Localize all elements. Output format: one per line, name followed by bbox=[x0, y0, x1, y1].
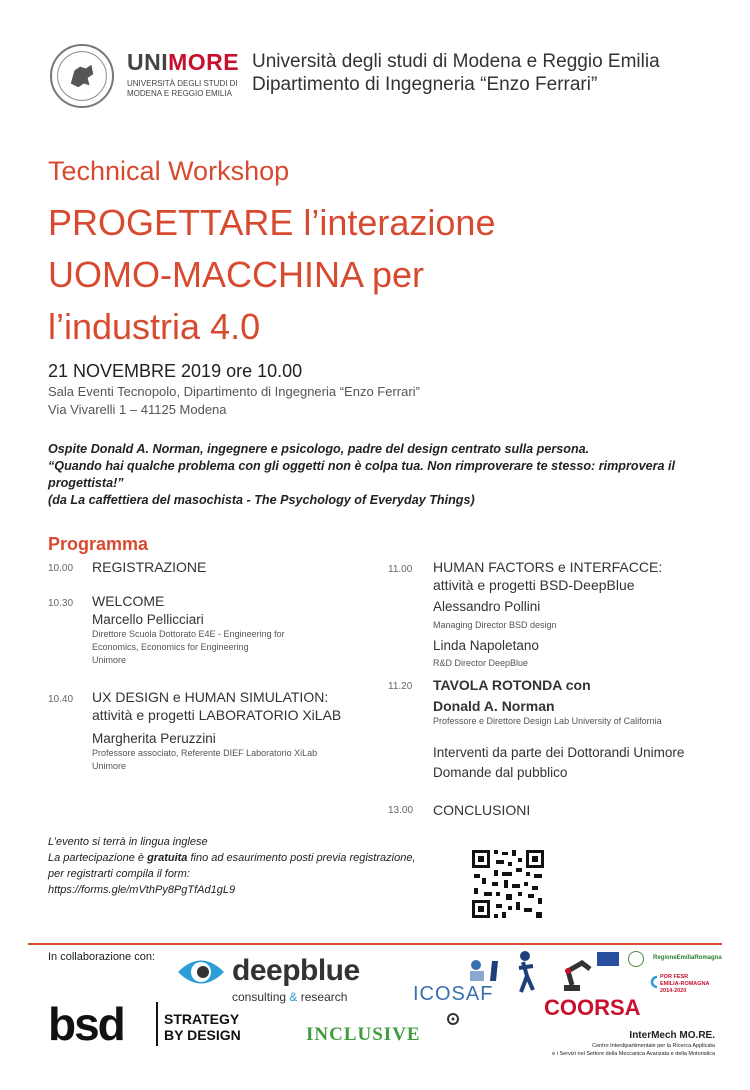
brand-subtitle: UNIVERSITÀ DEGLI STUDI DI MODENA E REGGIO EMILIA bbox=[127, 79, 238, 98]
intermech-subtitle: Centro Interdipartimentale per la Ricerca Applicata e i Servizi nel Settore della Meccanica Avanzata e della Motoristica bbox=[552, 1043, 715, 1057]
program-note: Domande dal pubblico bbox=[433, 765, 568, 780]
program-time: 10.40 bbox=[48, 694, 74, 705]
speaker-role: Direttore Scuola Dottorato E4E - Engineering for Economics, Economics for Engineering Unimore bbox=[92, 629, 285, 665]
qr-code-icon[interactable] bbox=[470, 848, 546, 920]
guest-block bbox=[48, 441, 708, 509]
event-date: 21 NOVEMBRE 2019 ore 10.00 bbox=[48, 361, 303, 381]
brand-more: MORE bbox=[168, 49, 240, 75]
speaker-name: Donald A. Norman bbox=[433, 698, 555, 714]
bsd-tagline: STRATEGY BY DESIGN bbox=[164, 1011, 241, 1043]
guest-quote: “Quando hai qualche problema con gli oggetti non è colpa tua. Non rimproverare te stesso: rimprovera il progettista!” bbox=[48, 459, 676, 490]
language-note: L’evento si terrà in lingua inglese bbox=[48, 836, 208, 848]
collaboration-label: In collaborazione con: bbox=[48, 951, 156, 963]
program-heading: Programma bbox=[48, 534, 149, 554]
program-time: 11.00 bbox=[388, 564, 413, 575]
brand-uni: UNI bbox=[127, 49, 169, 75]
bsd-logo: bsd bbox=[48, 998, 124, 1050]
speaker-role: Managing Director BSD design bbox=[433, 620, 557, 630]
event-address: Via Vivarelli 1 – 41125 Modena bbox=[48, 402, 227, 417]
speaker-name: Alessandro Pollini bbox=[433, 599, 541, 614]
registration-link[interactable]: https://forms.gle/mVthPy8PgTfAd1gL9 bbox=[48, 884, 236, 896]
intermech-logo: InterMech MO.RE. bbox=[629, 1030, 715, 1041]
program-time: 13.00 bbox=[388, 805, 414, 816]
italian-republic-emblem-icon bbox=[628, 951, 644, 967]
event-title: PROGETTARE l’interazione UOMO-MACCHINA per l’industria 4.0 bbox=[48, 202, 496, 347]
deepblue-sub-a: consulting bbox=[232, 990, 290, 1004]
quote-source: (da La caffettiera del masochista - The Psychology of Everyday Things) bbox=[48, 493, 475, 507]
registration-info bbox=[48, 834, 416, 898]
program-title: REGISTRAZIONE bbox=[92, 559, 207, 575]
deepblue-sub-amp: & bbox=[289, 990, 298, 1004]
department-name: Dipartimento di Ingegneria “Enzo Ferrari” bbox=[252, 74, 598, 95]
icosaf-logo: ICOSAF bbox=[413, 983, 494, 1005]
program-time: 10.30 bbox=[48, 598, 74, 609]
participation-post: fino ad esaurimento posti previa registrazione, bbox=[187, 852, 416, 864]
speaker-role: R&D Director DeepBlue bbox=[433, 658, 529, 668]
program-title: HUMAN FACTORS e INTERFACCE: attività e progetti BSD-DeepBlue bbox=[433, 559, 663, 593]
form-line: per registrarti compila il form: bbox=[48, 868, 190, 880]
guest-line: Ospite Donald A. Norman, ingegnere e psicologo, padre del design centrato sulla persona. bbox=[48, 442, 590, 456]
speaker-name: Marcello Pellicciari bbox=[92, 612, 204, 627]
event-kind: Technical Workshop bbox=[48, 156, 290, 186]
bsd-divider bbox=[156, 1002, 158, 1046]
regione-emilia-romagna-logo: RegioneEmiliaRomagna bbox=[653, 955, 722, 961]
program-title: TAVOLA ROTONDA con bbox=[433, 677, 591, 693]
university-name: Università degli studi di Modena e Reggio Emilia bbox=[252, 51, 660, 72]
robot-arm-icon bbox=[556, 957, 596, 993]
icosaf-robot-icon bbox=[466, 957, 506, 983]
program-note: Interventi da parte dei Dottorandi Unimore bbox=[433, 745, 685, 760]
participation-pre: La partecipazione è bbox=[48, 852, 148, 864]
program-title: UX DESIGN e HUMAN SIMULATION: attività e progetti LABORATORIO XiLAB bbox=[92, 689, 342, 723]
deepblue-logo: deepblue bbox=[232, 954, 360, 987]
participation-note bbox=[48, 850, 416, 866]
university-seal-icon bbox=[50, 44, 114, 108]
program-time: 10.00 bbox=[48, 563, 74, 574]
gear-icon bbox=[446, 1012, 460, 1026]
speaker-name: Linda Napoletano bbox=[433, 638, 539, 653]
por-fesr-icon bbox=[647, 975, 659, 989]
program-time: 11.20 bbox=[388, 681, 413, 692]
unimore-logo bbox=[127, 49, 239, 76]
speaker-role: Professore e Direttore Design Lab University of California bbox=[433, 716, 662, 726]
coorsa-logo: COORSA bbox=[544, 995, 641, 1020]
program-title: CONCLUSIONI bbox=[433, 802, 531, 818]
deepblue-sub-b: research bbox=[297, 990, 348, 1004]
event-venue: Sala Eventi Tecnopolo, Dipartimento di Ingegneria “Enzo Ferrari” bbox=[48, 384, 420, 399]
deepblue-tagline bbox=[232, 990, 347, 1004]
footer-divider bbox=[28, 943, 722, 945]
deepblue-eye-icon bbox=[176, 953, 226, 991]
inclusive-logo: INCLUSIVE bbox=[306, 1024, 421, 1045]
icosaf-figure-icon bbox=[507, 950, 537, 994]
eu-flag-icon bbox=[597, 952, 619, 966]
speaker-role: Professore associato, Referente DIEF Laboratorio XiLab Unimore bbox=[92, 748, 318, 771]
program-title: WELCOME bbox=[92, 593, 165, 609]
speaker-name: Margherita Peruzzini bbox=[92, 731, 216, 746]
participation-free: gratuita bbox=[147, 852, 188, 864]
por-fesr-logo: POR FESR EMILIA-ROMAGNA 2014-2020 bbox=[660, 974, 710, 994]
